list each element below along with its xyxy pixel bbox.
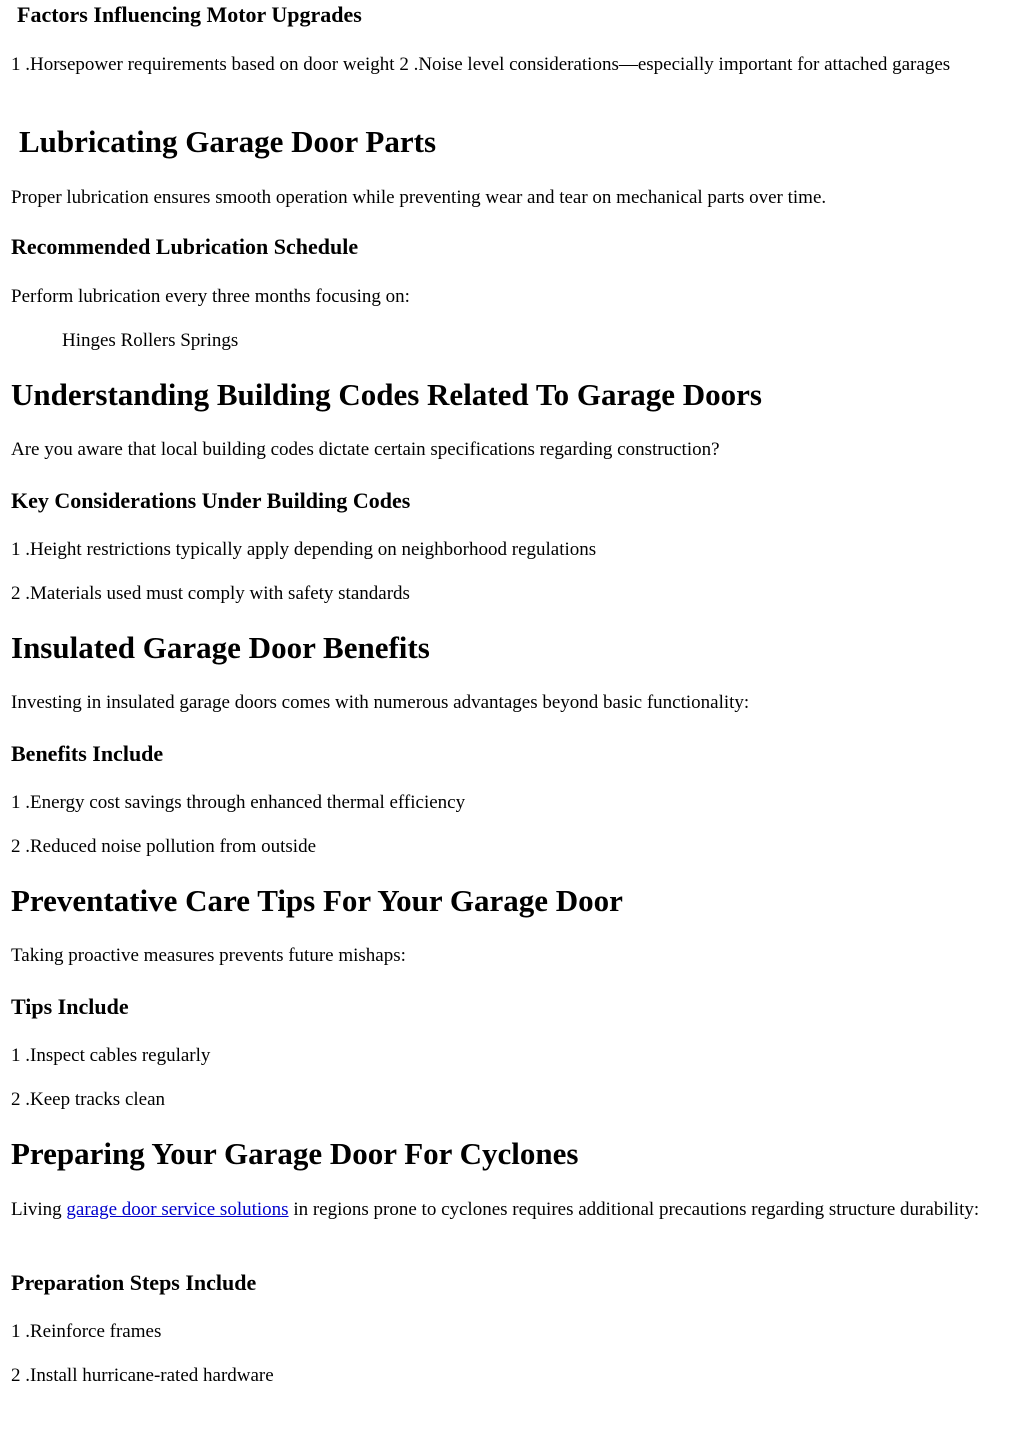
list-item: 1 .Inspect cables regularly — [11, 1045, 211, 1066]
building-codes-heading: Understanding Building Codes Related To Garage Doors — [11, 377, 762, 412]
cyclones-heading: Preparing Your Garage Door For Cyclones — [11, 1136, 579, 1171]
preventative-intro: Taking proactive measures prevents future mishaps: — [11, 945, 406, 966]
preventative-subheading: Tips Include — [11, 994, 129, 1019]
insulated-subheading: Benefits Include — [11, 741, 164, 766]
cyclones-intro-before: Living — [11, 1199, 67, 1220]
service-solutions-link[interactable]: garage door service solutions — [66, 1199, 289, 1220]
building-codes-subheading: Key Considerations Under Building Codes — [11, 488, 411, 513]
list-item: 1 .Height restrictions typically apply depending on neighborhood regulations — [11, 539, 597, 560]
lubrication-intro: Proper lubrication ensures smooth operation while preventing wear and tear on mechanical parts over time. — [11, 187, 827, 208]
motor-upgrades-heading: Factors Influencing Motor Upgrades — [17, 2, 362, 27]
cyclones-subheading: Preparation Steps Include — [11, 1270, 257, 1295]
cyclones-intro — [11, 1198, 1001, 1221]
insulated-heading: Insulated Garage Door Benefits — [11, 630, 430, 665]
list-item: 2 .Install hurricane-rated hardware — [11, 1365, 274, 1386]
lubrication-schedule-text: Perform lubrication every three months focusing on: — [11, 286, 410, 307]
preventative-heading: Preventative Care Tips For Your Garage Door — [11, 883, 623, 918]
lubrication-schedule-heading: Recommended Lubrication Schedule — [11, 234, 359, 259]
list-item: 2 .Materials used must comply with safety standards — [11, 583, 410, 604]
list-item: 2 .Reduced noise pollution from outside — [11, 836, 317, 857]
building-codes-intro: Are you aware that local building codes dictate certain specifications regarding construction? — [11, 439, 720, 460]
motor-upgrades-text: 1 .Horsepower requirements based on door weight 2 .Noise level considerations—especially important for attached garages — [11, 54, 951, 75]
list-item: 2 .Keep tracks clean — [11, 1089, 166, 1110]
cyclones-intro-after: in regions prone to cyclones requires additional precautions regarding structure durability: — [288, 1199, 980, 1220]
lubrication-parts-list: Hinges Rollers Springs — [62, 330, 239, 351]
list-item: 1 .Reinforce frames — [11, 1321, 162, 1342]
list-item: 1 .Energy cost savings through enhanced thermal efficiency — [11, 792, 466, 813]
lubrication-heading: Lubricating Garage Door Parts — [19, 124, 437, 159]
insulated-intro: Investing in insulated garage doors comes with numerous advantages beyond basic functionality: — [11, 692, 750, 713]
